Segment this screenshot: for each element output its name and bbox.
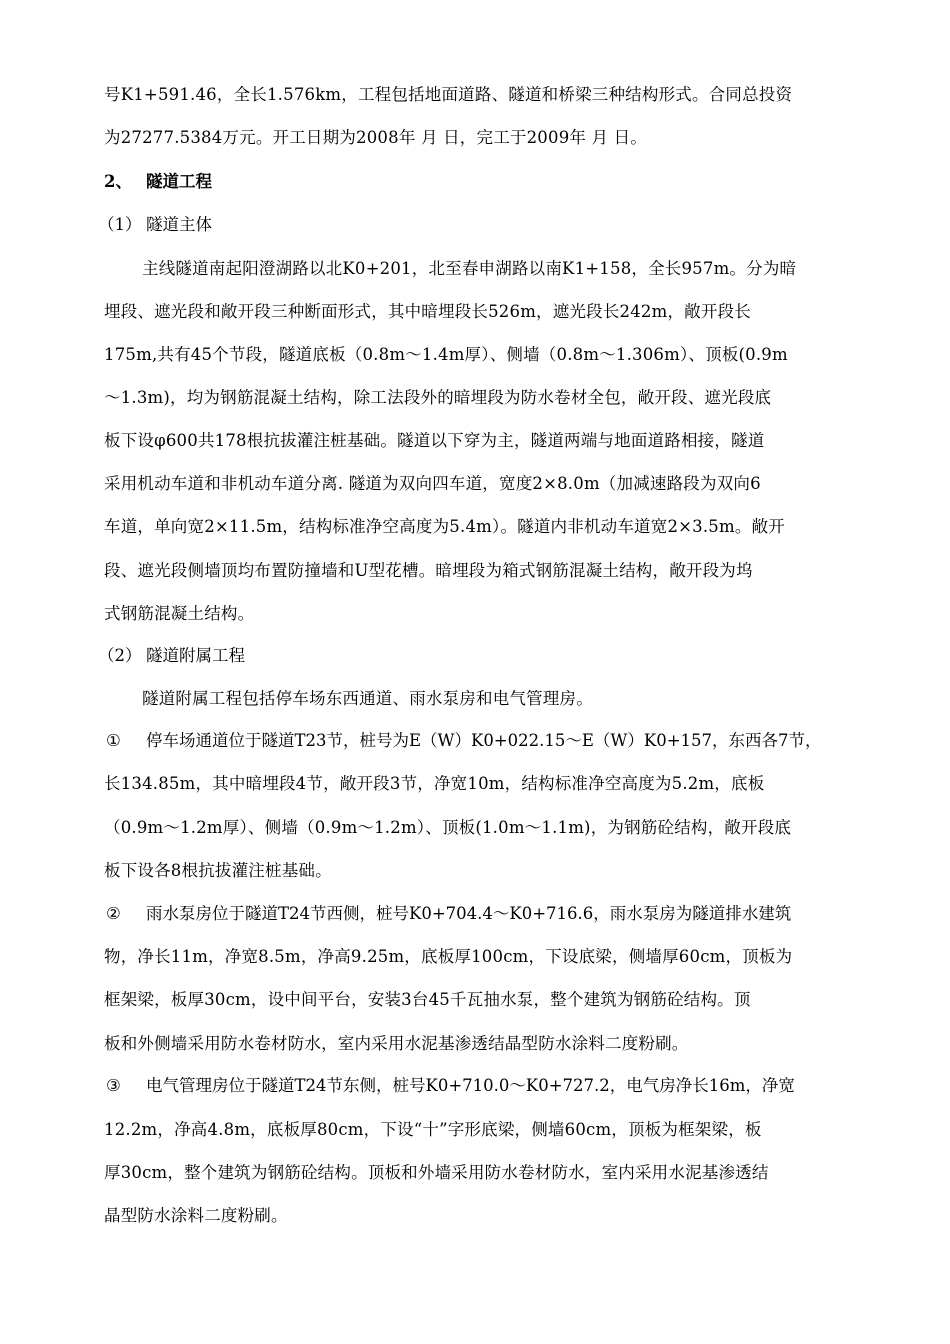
item-3-line: 电气管理房位于隧道T24节东侧，桩号K0+710.0～K0+727.2，电气房净长16m，净宽 (146, 1076, 795, 1095)
subsection-2-number: （2） (98, 646, 142, 665)
paragraph-line: 式钢筋混凝土结构。 (104, 604, 255, 623)
paragraph-line: 175m,共有45个节段，隧道底板（0.8m～1.4m厚）、侧墙（0.8m～1.306m）、顶板(0.9m (104, 345, 788, 364)
paragraph-line: 采用机动车道和非机动车道分离. 隧道为双向四车道，宽度2×8.0m（加减速路段为双向6 (104, 474, 761, 493)
item-3-line: 厚30cm，整个建筑为钢筋砼结构。顶板和外墙采用防水卷材防水，室内采用水泥基渗透结 (104, 1163, 769, 1182)
item-3-line: 晶型防水涂料二度粉刷。 (104, 1206, 288, 1225)
item-2-line: 物，净长11m，净宽8.5m，净高9.25m，底板厚100cm，下设底梁，侧墙厚60cm，顶板为 (104, 947, 793, 966)
item-1-line: 长134.85m，其中暗埋段4节，敞开段3节，净宽10m，结构标准净空高度为5.2m，底板 (104, 774, 765, 793)
paragraph-line: 车道，单向宽2×11.5m，结构标准净空高度为5.4m）。隧道内非机动车道宽2×3.5m。敞开 (104, 517, 785, 536)
subsection-1-title: 隧道主体 (146, 215, 212, 234)
paragraph-line: 板下设φ600共178根抗拔灌注桩基础。隧道以下穿为主，隧道两端与地面道路相接，隧道 (104, 431, 765, 450)
item-1-line: 板下设各8根抗拔灌注桩基础。 (104, 861, 332, 880)
item-3-line: 12.2m，净高4.8m，底板厚80cm，下设“十”字形底梁，侧墙60cm，顶板为框架梁，板 (104, 1120, 762, 1139)
subsection-2-intro: 隧道附属工程包括停车场东西通道、雨水泵房和电气管理房。 (142, 689, 593, 708)
item-2-line: 框架梁，板厚30cm，设中间平台，安装3台45千瓦抽水泵，整个建筑为钢筋砼结构。顶 (104, 990, 751, 1009)
item-3-marker: ③ (106, 1076, 121, 1095)
paragraph-line: 主线隧道南起阳澄湖路以北K0+201，北至春申湖路以南K1+158，全长957m。分为暗 (142, 259, 797, 278)
paragraph-line: 段、遮光段侧墙顶均布置防撞墙和U型花槽。暗埋段为箱式钢筋混凝土结构，敞开段为坞 (104, 561, 753, 580)
item-2-line: 板和外侧墙采用防水卷材防水，室内采用水泥基渗透结晶型防水涂料二度粉刷。 (104, 1034, 689, 1053)
subsection-1-number: （1） (98, 215, 142, 234)
section-2-title: 隧道工程 (146, 172, 212, 191)
item-1-line: （0.9m～1.2m厚）、侧墙（0.9m～1.2m）、顶板(1.0m～1.1m)，为钢筋砼结构，敞开段底 (104, 818, 792, 837)
intro-line-1: 号K1+591.46，全长1.576km，工程包括地面道路、隧道和桥梁三种结构形式。合同总投资 (104, 85, 793, 104)
section-2-number: 2、 (104, 172, 132, 191)
intro-line-2: 为27277.5384万元。开工日期为2008年 月 日，完工于2009年 月 日。 (104, 128, 648, 147)
item-1-line: 停车场通道位于隧道T23节，桩号为E（W）K0+022.15～E（W）K0+157，东西各7节， (146, 731, 822, 750)
item-1-marker: ① (106, 731, 121, 750)
item-2-marker: ② (106, 904, 121, 923)
paragraph-line: 埋段、遮光段和敞开段三种断面形式，其中暗埋段长526m，遮光段长242m，敞开段长 (104, 302, 751, 321)
subsection-2-title: 隧道附属工程 (146, 646, 245, 665)
paragraph-line: ～1.3m)，均为钢筋混凝土结构，除工法段外的暗埋段为防水卷材全包，敞开段、遮光段底 (104, 388, 772, 407)
item-2-line: 雨水泵房位于隧道T24节西侧，桩号K0+704.4～K0+716.6，雨水泵房为隧道排水建筑 (146, 904, 792, 923)
